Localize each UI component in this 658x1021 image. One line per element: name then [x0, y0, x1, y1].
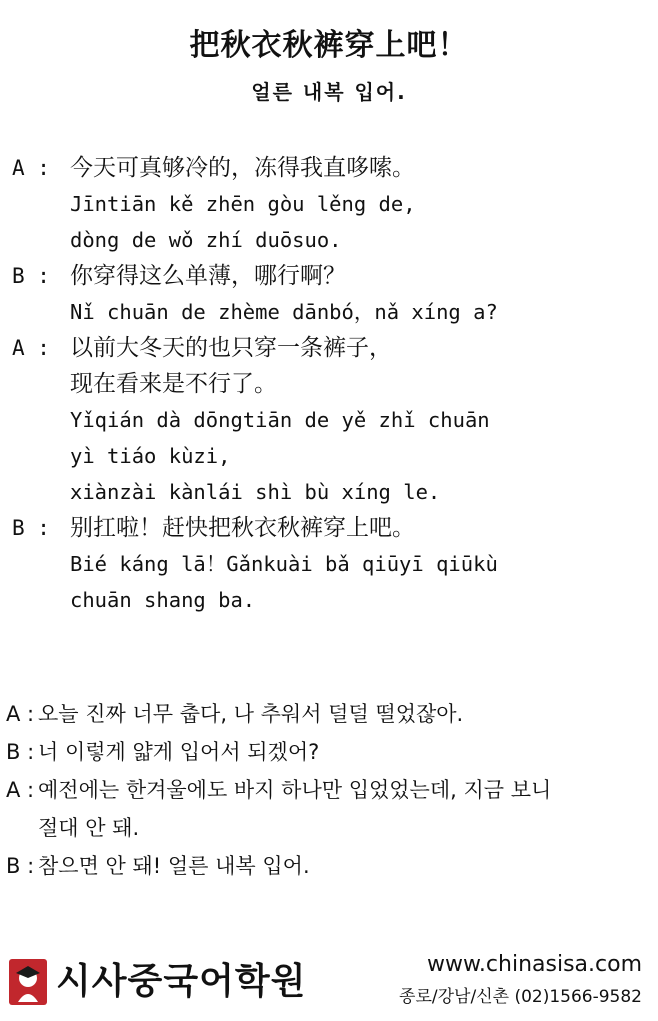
speaker-label: A : — [6, 702, 35, 726]
korean-turn — [6, 695, 656, 733]
korean-line: 참으면 안 돼! 얼른 내복 입어. — [38, 854, 310, 878]
chinese-line: 现在看来是不行了。 — [70, 371, 277, 397]
korean-line: 예전에는 한겨울에도 바지 하나만 입었었는데, 지금 보니 — [38, 778, 552, 802]
chinese-line: 以前大冬天的也只穿一条裤子， — [70, 335, 392, 361]
footer — [0, 950, 658, 1021]
pinyin-line: Nǐ chuān de zhème dānbó，nǎ xíng a? — [70, 300, 498, 324]
korean-line: 오늘 진짜 너무 춥다, 나 추워서 덜덜 떨었잖아. — [38, 702, 464, 726]
chinese-dialogue — [12, 150, 652, 618]
dialogue-turn — [12, 510, 652, 618]
pinyin-line: xiànzài kànlái shì bù xíng le. — [70, 480, 441, 504]
speaker-label: A : — [6, 778, 35, 802]
pinyin-line: Jīntiān kě zhēn gòu lěng de, — [70, 192, 416, 216]
pinyin-line: chuān shang ba. — [70, 588, 256, 612]
korean-turn — [6, 771, 656, 847]
pinyin-line: dòng de wǒ zhí duōsuo. — [70, 228, 342, 252]
pinyin-line: yì tiáo kùzi, — [70, 444, 231, 468]
speaker-label: A : — [12, 156, 50, 180]
chinese-line: 今天可真够冷的，冻得我直哆嗦。 — [70, 155, 415, 181]
pinyin-line: Bié káng lā！Gǎnkuài bǎ qiūyī qiūkù — [70, 552, 498, 576]
korean-line: 절대 안 돼. — [38, 816, 140, 840]
title-korean: 얼른 내복 입어. — [251, 80, 407, 104]
pinyin-line: Yǐqián dà dōngtiān de yě zhǐ chuān — [70, 408, 490, 432]
korean-line: 너 이렇게 얇게 입어서 되겠어? — [38, 740, 320, 764]
academy-logo-text: 시사중국어학원 — [56, 961, 307, 1002]
chinese-line: 别扛啦！赶快把秋衣秋裤穿上吧。 — [70, 515, 415, 541]
speaker-label: B : — [12, 264, 50, 288]
korean-translation — [6, 695, 656, 885]
title-block — [0, 24, 658, 106]
website-link[interactable]: www.chinasisa.com — [426, 952, 642, 977]
dialogue-turn — [12, 150, 652, 258]
korean-turn — [6, 733, 656, 771]
dialogue-turn — [12, 258, 652, 330]
korean-turn — [6, 847, 656, 885]
contact-info: 종로/강남/신촌 (02)1566-9582 — [399, 987, 642, 1007]
speaker-label: B : — [12, 516, 50, 540]
speaker-label: B : — [6, 740, 35, 764]
chinese-line: 你穿得这么单薄，哪行啊？ — [70, 263, 346, 289]
dialogue-turn — [12, 330, 652, 510]
speaker-label: B : — [6, 854, 35, 878]
title-chinese: 把秋衣秋裤穿上吧！ — [189, 28, 469, 63]
academy-emblem-icon — [8, 958, 48, 1006]
speaker-label: A : — [12, 336, 50, 360]
